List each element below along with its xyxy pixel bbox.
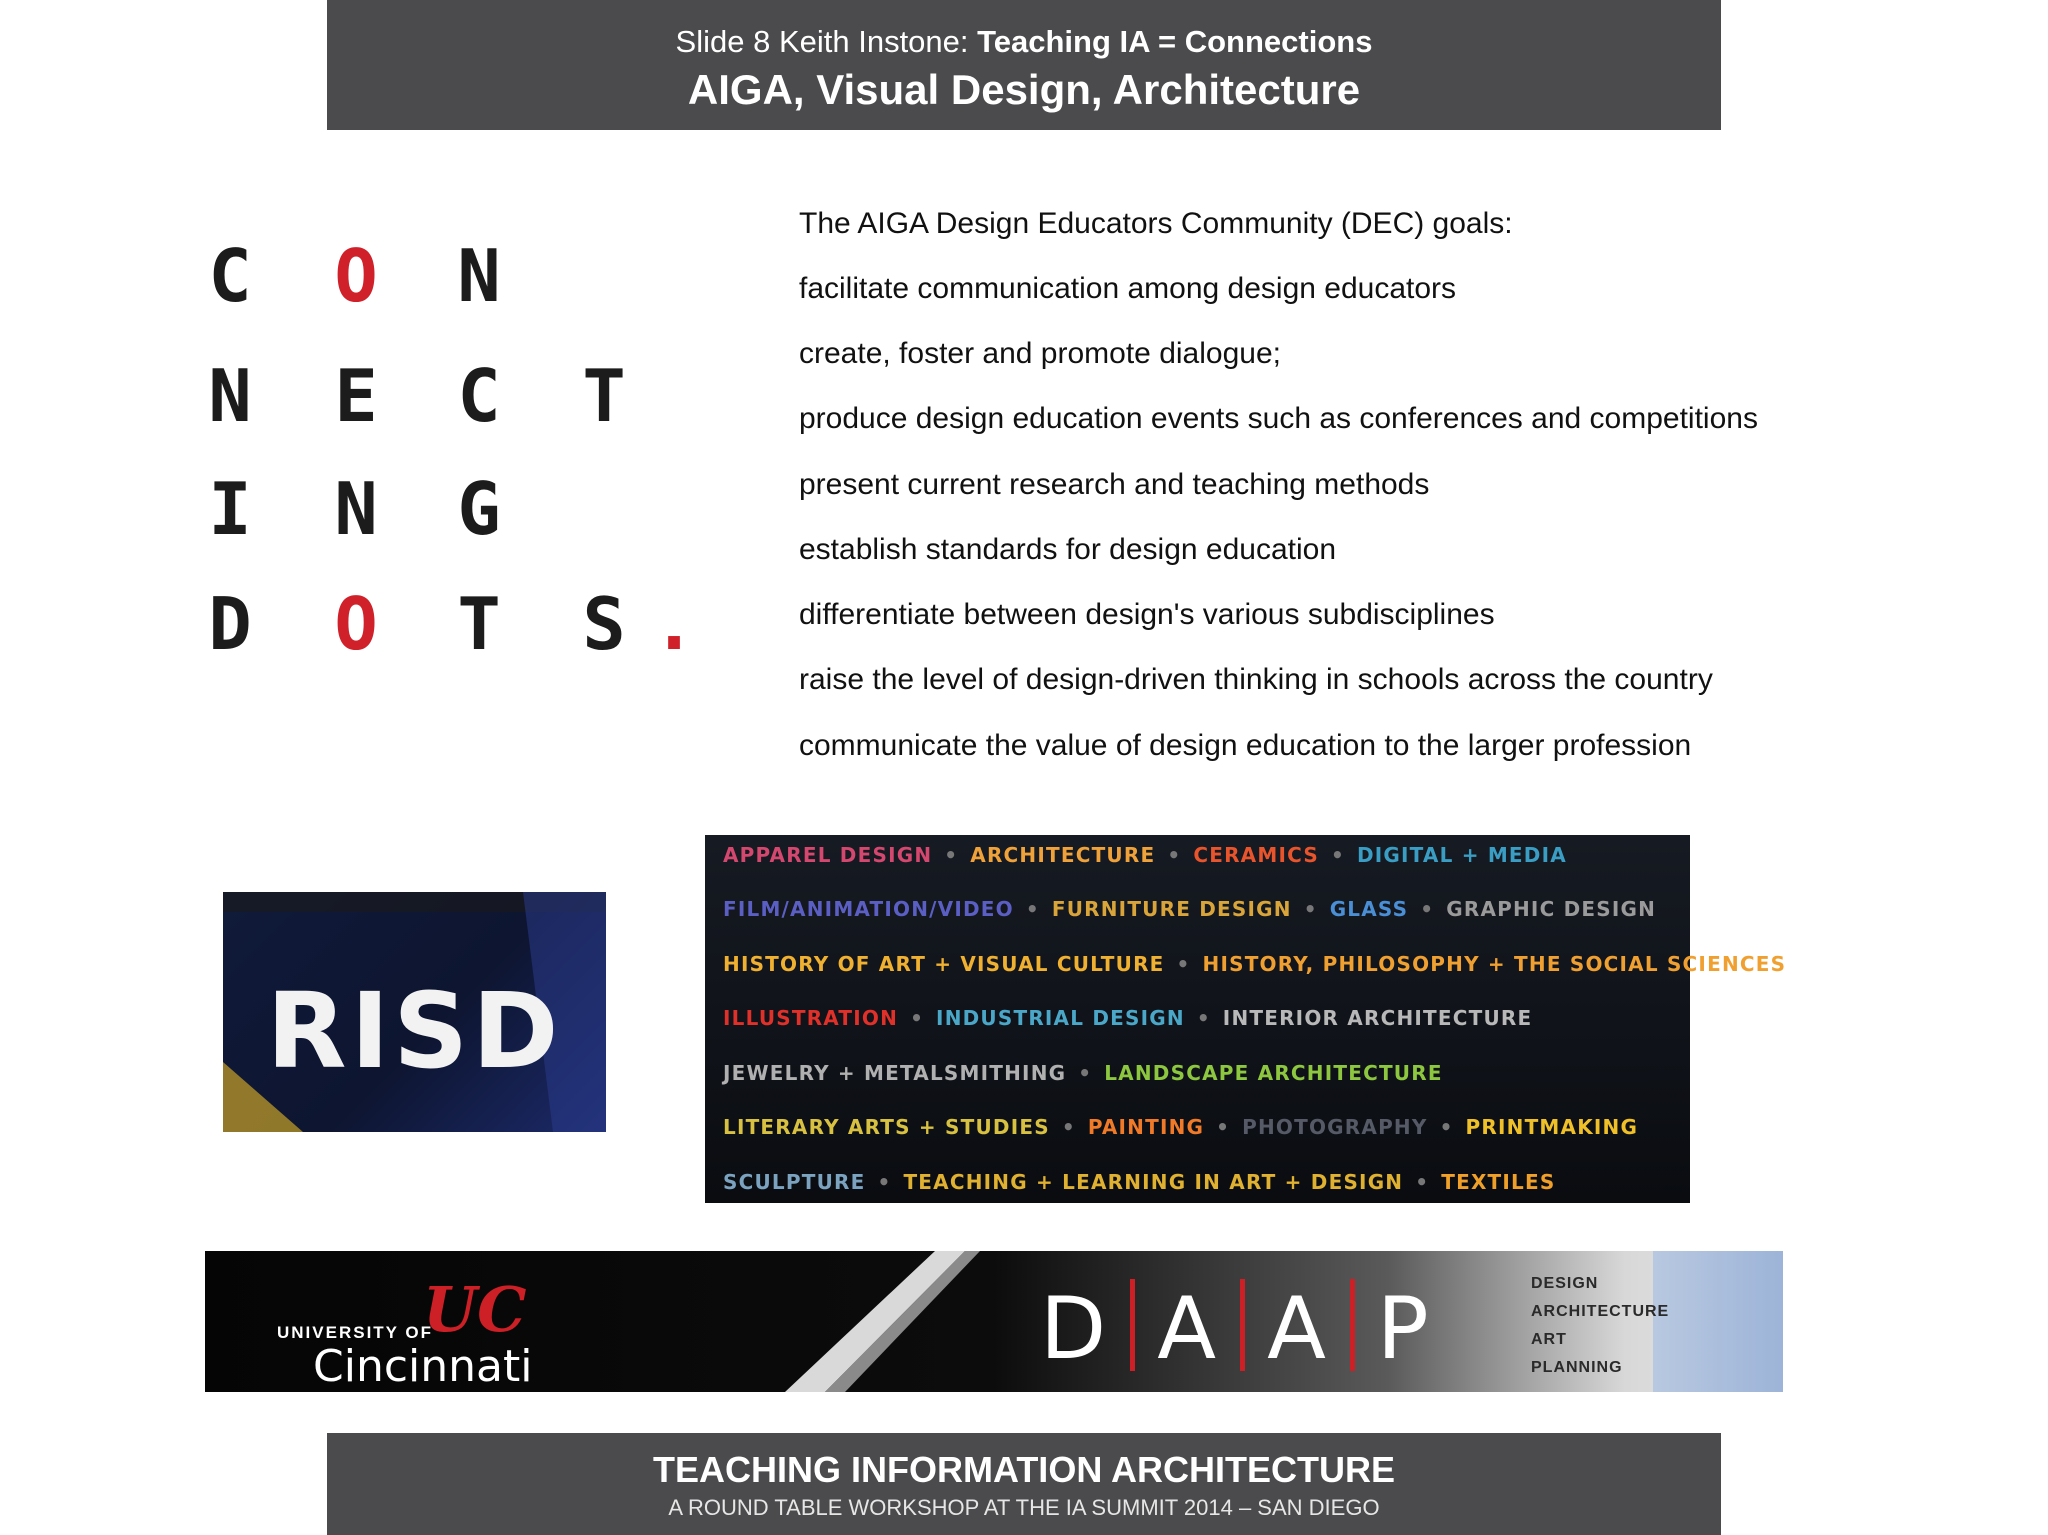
department-row: [723, 1061, 1443, 1085]
department-name: PRINTMAKING: [1465, 1115, 1639, 1139]
department-row: [723, 843, 1567, 867]
department-name: LITERARY ARTS + STUDIES: [723, 1115, 1050, 1139]
department-name: FURNITURE DESIGN: [1051, 897, 1292, 921]
department-name: JEWELRY + METALSMITHING: [723, 1061, 1067, 1085]
bullet-separator: •: [1330, 843, 1345, 867]
department-row: [723, 1006, 1532, 1030]
department-name: PHOTOGRAPHY: [1242, 1115, 1428, 1139]
slide-label: [327, 24, 1721, 60]
dots-letter: N: [208, 354, 252, 438]
dots-letter: C: [208, 234, 252, 318]
department-name: GLASS: [1329, 897, 1409, 921]
goals-intro: The AIGA Design Educators Community (DEC) goals:: [799, 207, 1513, 240]
banner-blue-panel: [1653, 1251, 1783, 1392]
daap-divider: [1350, 1279, 1355, 1371]
dots-letter: G: [457, 467, 501, 551]
daap-letter: A: [1267, 1279, 1328, 1379]
daap-subtitle: DESIGN: [1531, 1275, 1599, 1292]
bullet-separator: •: [1078, 1061, 1093, 1085]
bullet-separator: •: [1061, 1115, 1076, 1139]
department-name: APPAREL DESIGN: [723, 843, 933, 867]
department-row: [723, 1115, 1638, 1139]
daap-subtitle: ART: [1531, 1331, 1567, 1348]
daap-divider: [1130, 1279, 1135, 1371]
goal-item: raise the level of design-driven thinking in schools across the country: [799, 663, 1713, 696]
bullet-separator: •: [1025, 897, 1040, 921]
daap-subtitle: PLANNING: [1531, 1359, 1623, 1376]
bullet-separator: •: [1420, 897, 1435, 921]
bullet-separator: •: [1176, 952, 1191, 976]
dots-letter: I: [208, 467, 252, 551]
dots-letter: E: [334, 354, 378, 438]
department-name: TEACHING + LEARNING IN ART + DESIGN: [903, 1170, 1404, 1194]
bullet-separator: •: [910, 1006, 925, 1030]
dots-letter: S: [582, 582, 626, 666]
slide-subtitle: AIGA, Visual Design, Architecture: [687, 66, 1361, 113]
bullet-separator: •: [1439, 1115, 1454, 1139]
uc-logo-icon: UC: [423, 1273, 527, 1346]
risd-wordmark: RISD: [266, 970, 563, 1092]
department-name: CERAMICS: [1193, 843, 1319, 867]
dots-letter: N: [334, 467, 378, 551]
goal-item: establish standards for design education: [799, 533, 1337, 566]
bullet-separator: •: [1167, 843, 1182, 867]
department-name: INTERIOR ARCHITECTURE: [1222, 1006, 1533, 1030]
uc-daap-banner: [205, 1251, 1783, 1392]
goal-item: communicate the value of design education to the larger profession: [799, 729, 1692, 762]
dots-letter: T: [582, 354, 626, 438]
connecting-dots-logo: [195, 215, 735, 705]
department-name: INDUSTRIAL DESIGN: [936, 1006, 1185, 1030]
risd-logo: [223, 892, 606, 1132]
goal-item: facilitate communication among design educators: [799, 272, 1457, 305]
bullet-separator: •: [1216, 1115, 1231, 1139]
dots-letter: D: [208, 582, 252, 666]
dots-letter: .: [652, 582, 696, 666]
slide-footer: [327, 1433, 1721, 1535]
department-name: ARCHITECTURE: [970, 843, 1156, 867]
goal-item: create, foster and promote dialogue;: [799, 337, 1281, 370]
department-row: [723, 952, 1786, 976]
department-name: SCULPTURE: [723, 1170, 866, 1194]
dots-letter: N: [457, 234, 501, 318]
dots-letter: T: [457, 582, 501, 666]
daap-letter: P: [1376, 1279, 1431, 1379]
slide-prefix: Slide 8 Keith Instone:: [675, 24, 978, 59]
bullet-separator: •: [944, 843, 959, 867]
bullet-separator: •: [1196, 1006, 1211, 1030]
department-name: HISTORY, PHILOSOPHY + THE SOCIAL SCIENCES: [1202, 952, 1787, 976]
daap-divider: [1240, 1279, 1245, 1371]
department-name: HISTORY OF ART + VISUAL CULTURE: [723, 952, 1165, 976]
department-name: PAINTING: [1087, 1115, 1205, 1139]
slide-title: Teaching IA = Connections: [977, 24, 1373, 59]
department-name: DIGITAL + MEDIA: [1356, 843, 1567, 867]
department-row: [723, 897, 1656, 921]
university-label: UNIVERSITY OF: [277, 1323, 434, 1342]
goal-item: present current research and teaching methods: [799, 468, 1430, 501]
goal-item: differentiate between design's various subdisciplines: [799, 598, 1495, 631]
footer-subtitle: A ROUND TABLE WORKSHOP AT THE IA SUMMIT 2014 – SAN DIEGO: [668, 1495, 1380, 1520]
bullet-separator: •: [877, 1170, 892, 1194]
department-name: FILM/ANIMATION/VIDEO: [723, 897, 1014, 921]
daap-letter: A: [1157, 1279, 1219, 1379]
goal-item: produce design education events such as conferences and competitions: [799, 402, 1758, 435]
dots-letter: C: [457, 354, 501, 438]
department-row: [723, 1170, 1555, 1194]
daap-letter: D: [1040, 1279, 1109, 1379]
department-name: LANDSCAPE ARCHITECTURE: [1104, 1061, 1443, 1085]
university-name: Cincinnati: [313, 1341, 533, 1392]
risd-departments-panel: [705, 835, 1787, 1203]
dots-letter: O: [334, 234, 378, 318]
department-name: GRAPHIC DESIGN: [1446, 897, 1657, 921]
daap-wordmark: [1040, 1279, 1431, 1379]
bullet-separator: •: [1415, 1170, 1430, 1194]
daap-subtitle: ARCHITECTURE: [1531, 1303, 1670, 1320]
department-name: ILLUSTRATION: [723, 1006, 899, 1030]
slide-header: [327, 0, 1721, 130]
footer-title: TEACHING INFORMATION ARCHITECTURE: [653, 1449, 1395, 1490]
department-name: TEXTILES: [1441, 1170, 1556, 1194]
dots-letter: O: [334, 582, 378, 666]
bullet-separator: •: [1303, 897, 1318, 921]
